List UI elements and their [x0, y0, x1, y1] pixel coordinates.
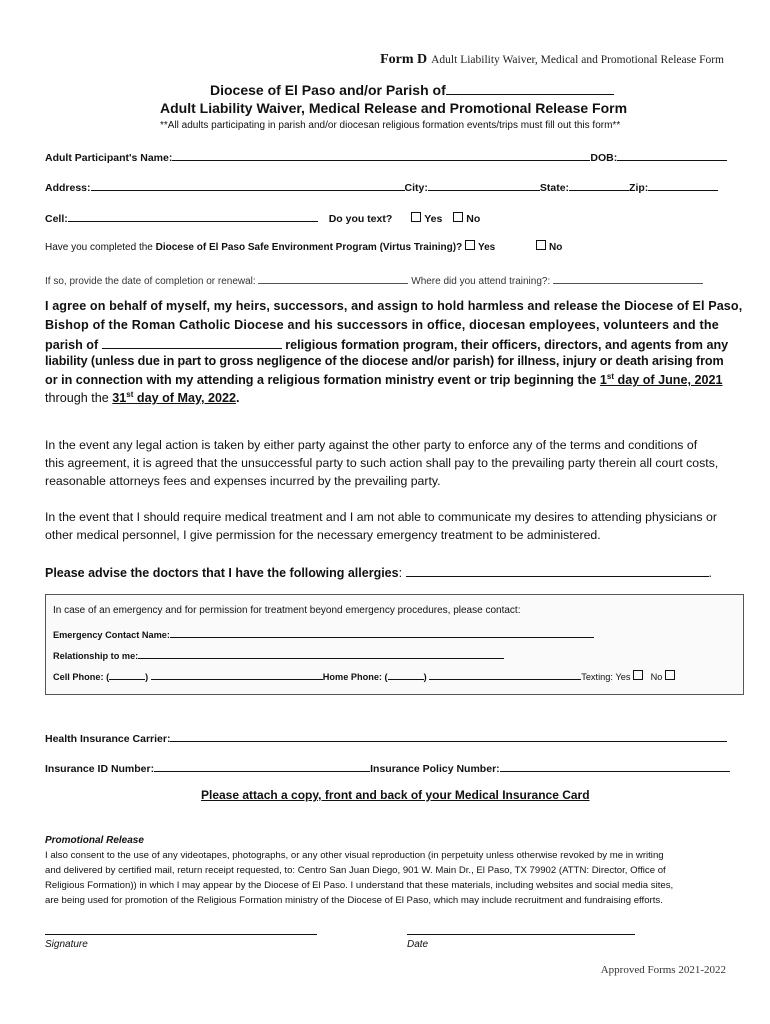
texting-yes-label: Yes [615, 672, 631, 682]
title-line1: Diocese of El Paso and/or Parish of [210, 82, 614, 98]
approved-forms-footer: Approved Forms 2021-2022 [600, 964, 726, 976]
home-phone-label: Home Phone: ( [322, 672, 388, 682]
parish-field[interactable] [446, 82, 614, 95]
date-line[interactable] [407, 934, 635, 935]
city-field[interactable] [428, 178, 540, 191]
waiver-start-date: 1st day of June, 2021 [599, 372, 723, 388]
medical-line1: In the event that I should require medical treatment and I am not able to communicate my desires to attending physicians or [45, 510, 717, 524]
texting-yes-checkbox[interactable] [633, 670, 643, 680]
form-id: Form D [380, 52, 428, 67]
waiver-parish-field[interactable] [102, 336, 282, 349]
address-label: Address: [45, 182, 91, 194]
participant-name-label: Adult Participant's Name: [45, 152, 173, 164]
insurance-carrier-label: Health Insurance Carrier: [45, 733, 171, 745]
promotional-line1: I also consent to the use of any videotapes, photographs, or any other visual reproduction (in perpetuity unless otherwise revoked by me in writing [45, 850, 664, 861]
insurance-id-field[interactable] [154, 759, 370, 772]
virtus-date-field[interactable] [258, 271, 408, 284]
insurance-id-row [45, 759, 730, 775]
promotional-line3: Religious Formation)) in which I may appear by the Diocese of El Paso. I understand that these materials, including websites and social media sites, [45, 880, 674, 891]
zip-label: Zip: [629, 182, 649, 194]
medical-line2: other medical personnel, I give permission for the necessary emergency treatment to be administered. [45, 528, 601, 542]
emergency-contact-name-field[interactable] [170, 628, 594, 638]
form-subtitle: Adult Liability Waiver, Medical and Promotional Release Form [431, 54, 724, 66]
texting-no-label: No [650, 672, 663, 682]
waiver-line6: through the 31st day of May, 2022. [45, 390, 240, 406]
virtus-no-label: No [549, 242, 563, 253]
insurance-policy-label: Insurance Policy Number: [370, 763, 500, 775]
promotional-line4: are being used for promotion of the Religious Formation ministry of the Diocese of El Paso, which may include recruitment and fundraising efforts. [45, 895, 663, 906]
legal-line2: this agreement, it is agreed that the unsuccessful party to such action shall pay to the prevailing party therein all court costs, [45, 456, 719, 470]
allergies-row: Please advise the doctors that I have the following allergies: . [45, 566, 713, 580]
do-you-text-label: Do you text? [328, 213, 393, 225]
waiver-line2: Bishop of the Roman Catholic Diocese and his successors in office, diocesan employees, volunteers and the [45, 318, 719, 332]
allergies-label: Please advise the doctors that I have the following allergies [45, 566, 399, 580]
cell-phone-field[interactable] [151, 670, 323, 680]
title-note: **All adults participating in parish and/or diocesan religious formation events/trips must fill out this form** [160, 120, 621, 131]
date-label: Date [407, 939, 429, 950]
virtus-row [45, 240, 562, 253]
phone-row: Cell Phone: ( ) Home Phone: ( ) Texting: Yes No [53, 670, 678, 682]
waiver-line5: or in connection with my attending a religious formation ministry event or trip beginning the 1st day of June, 2021 [45, 372, 723, 388]
signature-label: Signature [45, 939, 88, 950]
waiver-line1: I agree on behalf of myself, my heirs, successors, and assign to hold harmless and release the Diocese of El Paso, [45, 299, 743, 313]
virtus-date-row [45, 271, 703, 287]
virtus-date-label: If so, provide the date of completion or renewal: [45, 276, 256, 287]
insurance-policy-field[interactable] [500, 759, 730, 772]
waiver-line4: liability (unless due in part to gross negligence of the diocese and/or parish) for illness, injury or death arising from [45, 354, 724, 368]
insurance-carrier-field[interactable] [170, 729, 727, 742]
form-header [380, 50, 724, 68]
virtus-yes-label: Yes [477, 242, 496, 253]
relationship-field[interactable] [138, 649, 504, 659]
texting-label: Texting: [581, 672, 613, 682]
virtus-yes-checkbox[interactable] [465, 240, 475, 250]
participant-row [45, 148, 727, 164]
state-field[interactable] [569, 178, 629, 191]
text-yes-label: Yes [424, 213, 443, 225]
attach-card-note: Please attach a copy, front and back of your Medical Insurance Card [201, 788, 590, 802]
cell-field[interactable] [68, 209, 318, 222]
state-label: State: [539, 182, 570, 194]
text-no-label: No [466, 213, 481, 225]
cell-row [45, 209, 480, 225]
text-yes-checkbox[interactable] [411, 212, 421, 222]
waiver-line3: parish of religious formation program, their officers, directors, and agents from any [45, 338, 729, 352]
insurance-carrier-row [45, 729, 727, 745]
emergency-contact-box [45, 594, 744, 695]
relationship-row [53, 649, 504, 661]
cell-phone-label: Cell Phone: ( [53, 672, 110, 682]
virtus-question: Diocese of El Paso Safe Environment Program (Virtus Training)? [155, 242, 463, 253]
promotional-line2: and delivered by certified mail, return receipt requested, to: Centro San Juan Diego, 901 W. Main Dr., El Paso, TX 79902 (ATTN: Director, Office of [45, 865, 666, 876]
virtus-where-label: Where did you attend training?: [411, 276, 551, 287]
cell-phone-area-field[interactable] [109, 670, 145, 680]
virtus-where-field[interactable] [553, 271, 703, 284]
waiver-end-date: 31st day of May, 2022 [112, 390, 237, 406]
legal-line3: reasonable attorneys fees and expenses incurred by the prevailing party. [45, 474, 441, 488]
city-label: City: [404, 182, 428, 194]
texting-no-checkbox[interactable] [665, 670, 675, 680]
signature-line[interactable] [45, 934, 317, 935]
virtus-no-checkbox[interactable] [536, 240, 546, 250]
dob-label: DOB: [590, 152, 618, 164]
title-line2: Adult Liability Waiver, Medical Release and Promotional Release Form [160, 100, 628, 116]
text-no-checkbox[interactable] [453, 212, 463, 222]
emergency-contact-row [53, 628, 594, 640]
insurance-id-label: Insurance ID Number: [45, 763, 155, 775]
zip-field[interactable] [648, 178, 718, 191]
emergency-intro: In case of an emergency and for permission for treatment beyond emergency procedures, please contact: [53, 605, 521, 616]
virtus-question-prefix: Have you completed the [45, 242, 156, 253]
participant-name-field[interactable] [172, 148, 590, 161]
address-row [45, 178, 718, 194]
promotional-heading: Promotional Release [45, 835, 144, 846]
relationship-label: Relationship to me: [53, 651, 139, 661]
emergency-contact-name-label: Emergency Contact Name: [53, 630, 170, 640]
dob-field[interactable] [617, 148, 727, 161]
home-phone-field[interactable] [429, 670, 581, 680]
address-field[interactable] [91, 178, 405, 191]
allergies-field[interactable] [406, 564, 709, 577]
legal-line1: In the event any legal action is taken by either party against the other party to enforce any of the terms and conditions of [45, 438, 698, 452]
cell-label: Cell: [45, 213, 68, 225]
home-phone-area-field[interactable] [388, 670, 424, 680]
